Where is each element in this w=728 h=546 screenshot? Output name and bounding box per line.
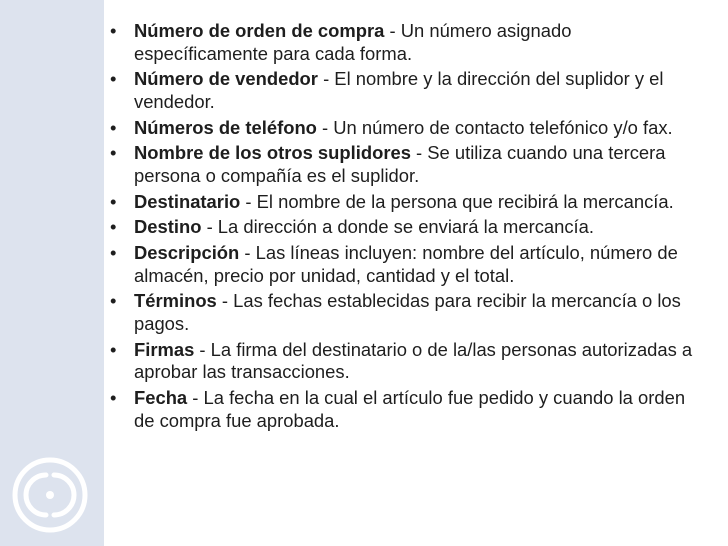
item-description: - Las fechas establecidas para recibir la mercancía o los pagos. — [134, 290, 681, 335]
list-item — [108, 242, 698, 288]
list-item — [108, 117, 698, 140]
item-term: Destino — [134, 216, 202, 238]
bullet-marker: • — [110, 20, 117, 41]
item-description: - Se utiliza cuando una tercera persona o compañía es el suplidor. — [134, 142, 666, 187]
bullet-marker: • — [110, 68, 117, 90]
item-term: Firmas — [134, 338, 195, 360]
item-description: - Las líneas incluyen: nombre del artículo, número de almacén, precio por unidad, cantidad y el total. — [134, 241, 678, 286]
list-item — [108, 191, 698, 214]
item-term: Número de orden de compra — [134, 20, 385, 41]
item-term: Nombre de los otros suplidores — [134, 142, 411, 164]
list-item — [108, 387, 698, 433]
list-item — [108, 20, 698, 66]
item-term: Número de vendedor — [134, 68, 318, 90]
bullet-marker: • — [110, 386, 117, 408]
item-description: - Un número de contacto telefónico y/o fax. — [316, 116, 673, 138]
bullet-marker: • — [110, 142, 117, 164]
list-item — [108, 290, 698, 336]
item-description: - La dirección a donde se enviará la mercancía. — [201, 216, 595, 238]
slide-content — [108, 20, 698, 435]
item-description: - La firma del destinatario o de la/las personas autorizadas a aprobar las transacciones. — [134, 338, 693, 383]
item-term: Fecha — [134, 386, 188, 408]
circular-logo-icon — [10, 455, 90, 535]
item-term: Términos — [134, 290, 217, 312]
list-item — [108, 339, 698, 385]
bullet-marker: • — [110, 241, 117, 263]
list-item — [108, 216, 698, 239]
bullet-list — [108, 20, 698, 433]
list-item — [108, 142, 698, 188]
item-description: - El nombre de la persona que recibirá la mercancía. — [240, 190, 674, 212]
bullet-marker: • — [110, 290, 117, 312]
bullet-marker: • — [110, 338, 117, 360]
item-description: - El nombre y la dirección del suplidor y el vendedor. — [134, 68, 664, 113]
item-description: - La fecha en la cual el artículo fue pedido y cuando la orden de compra fue aprobada. — [134, 386, 686, 431]
item-term: Descripción — [134, 241, 240, 263]
bullet-marker: • — [110, 216, 117, 238]
bullet-marker: • — [110, 190, 117, 212]
item-term: Destinatario — [134, 190, 241, 212]
list-item — [108, 68, 698, 114]
bullet-marker: • — [110, 116, 117, 138]
item-term: Números de teléfono — [134, 116, 317, 138]
item-description: - Un número asignado específicamente para cada forma. — [134, 20, 572, 64]
